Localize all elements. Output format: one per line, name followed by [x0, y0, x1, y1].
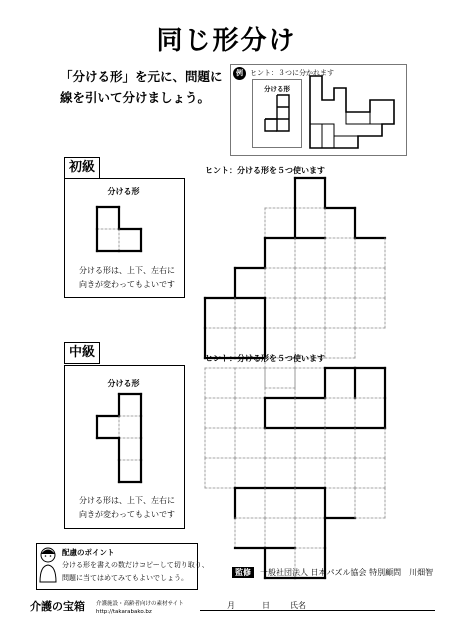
- instruction-text: 「分ける形」を元に、問題に 線を引いて分けましょう。: [60, 69, 223, 105]
- point-title: 配慮のポイント: [62, 548, 115, 557]
- month-label: 月: [227, 601, 235, 610]
- page-title: 同じ形分け: [156, 26, 297, 56]
- point-text: 分ける形を書えの数だけコピーして切り取り、 問題に当てはめてみてもよいでしょう。: [62, 561, 209, 582]
- name-label: 氏名: [290, 601, 306, 610]
- example-hint: ヒント：３つに分かれます: [250, 69, 334, 77]
- beginner-hint: ヒント：分ける形を５つ使います: [205, 166, 325, 175]
- level-intermediate-label: 中級: [64, 342, 100, 364]
- intermediate-shape-label: 分ける形: [107, 379, 140, 388]
- beginner-note: 分ける形は、上下、左右に 向きが変わってもよいです: [79, 266, 175, 289]
- supervision-badge: 監修: [232, 567, 254, 578]
- intermediate-hint: ヒント：分ける形を５つ使います: [205, 354, 325, 363]
- site-subtitle: 介護施設・高齢者向けの素材サイト http://takarabako.bz: [96, 601, 184, 615]
- intermediate-note: 分ける形は、上下、左右に 向きが変わってもよいです: [79, 496, 175, 519]
- supervision: [232, 567, 433, 578]
- site-logo: 介護の宝箱: [30, 600, 85, 613]
- example-badge: 例: [233, 67, 246, 80]
- level-beginner-label: 初級: [64, 157, 100, 179]
- name-line: [200, 610, 435, 611]
- beginner-shape-label: 分ける形: [107, 187, 140, 196]
- day-label: 日: [262, 601, 270, 610]
- supervision-text: 一般社団法人 日本パズル協会 特別顧問 川畑智: [260, 568, 434, 577]
- example-shape-label: 分ける形: [264, 85, 290, 93]
- caregiver-icon: [38, 546, 58, 584]
